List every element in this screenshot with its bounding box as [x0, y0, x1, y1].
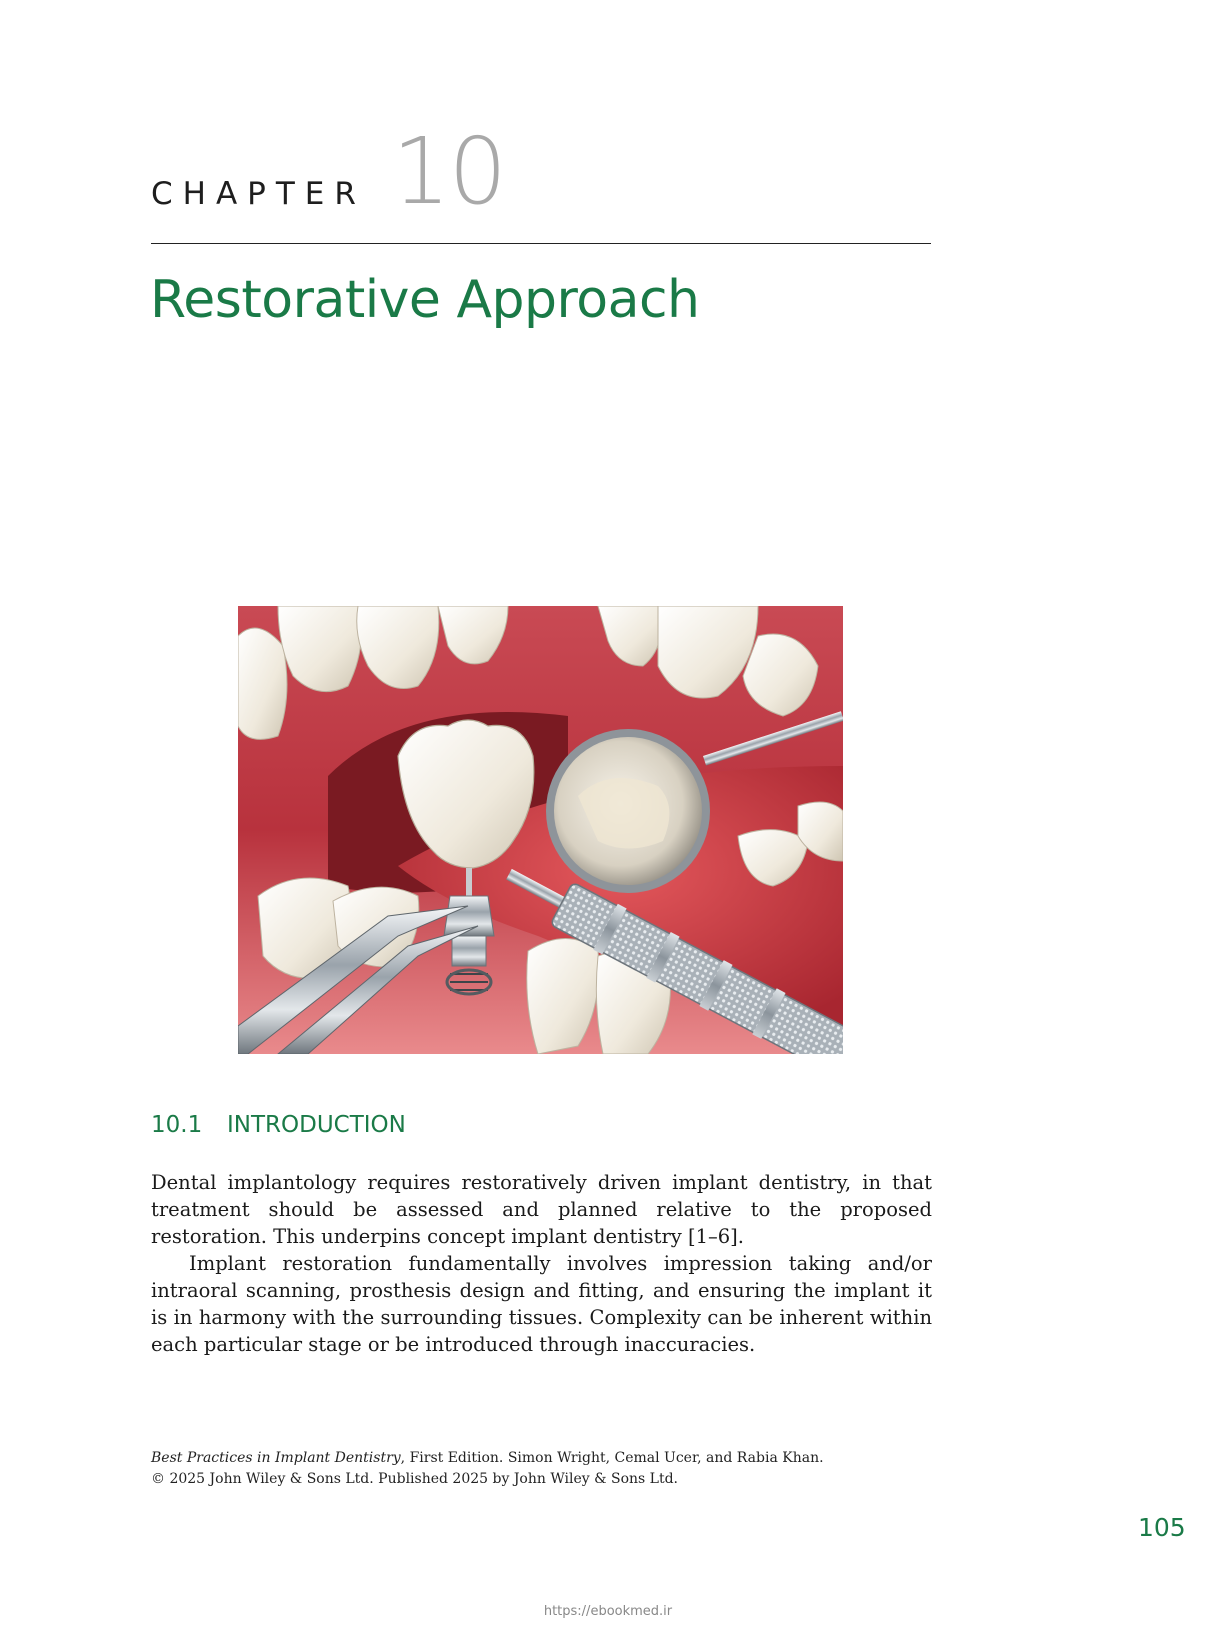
dental-implant-figure: [238, 606, 843, 1054]
section-title: INTRODUCTION: [227, 1112, 406, 1138]
watermark-url: https://ebookmed.ir: [543, 1604, 673, 1619]
chapter-label: CHAPTER: [151, 176, 366, 212]
footnote-line-1: [151, 1448, 951, 1469]
section-number: 10.1: [151, 1112, 203, 1138]
chapter-divider: [151, 243, 931, 244]
body-paragraph: Implant restoration fundamentally involves impression taking and/or intraoral scanning, prosthesis design and fitting, and ensuring the implant it is in harmony with the surrounding tissues. Complexity can be inherent within each particular stage or be introduced through inaccuracies.: [151, 1252, 932, 1356]
body-text: [151, 1169, 932, 1358]
chapter-title: Restorative Approach: [150, 270, 700, 330]
chapter-number: 10: [392, 118, 506, 225]
copyright-footnote: [151, 1448, 951, 1490]
book-title: Best Practices in Implant Dentistry: [151, 1450, 401, 1466]
edition-authors: , First Edition. Simon Wright, Cemal Ucer, and Rabia Khan.: [400, 1450, 824, 1466]
section-heading: [151, 1112, 406, 1138]
body-paragraph: Dental implantology requires restoratively driven implant dentistry, in that treatment should be assessed and planned relative to the proposed restoration. This underpins concept implant dentistry [1–6].: [151, 1171, 932, 1248]
footnote-line-2: © 2025 John Wiley & Sons Ltd. Published 2025 by John Wiley & Sons Ltd.: [151, 1471, 679, 1487]
page-number: 105: [1138, 1513, 1186, 1542]
